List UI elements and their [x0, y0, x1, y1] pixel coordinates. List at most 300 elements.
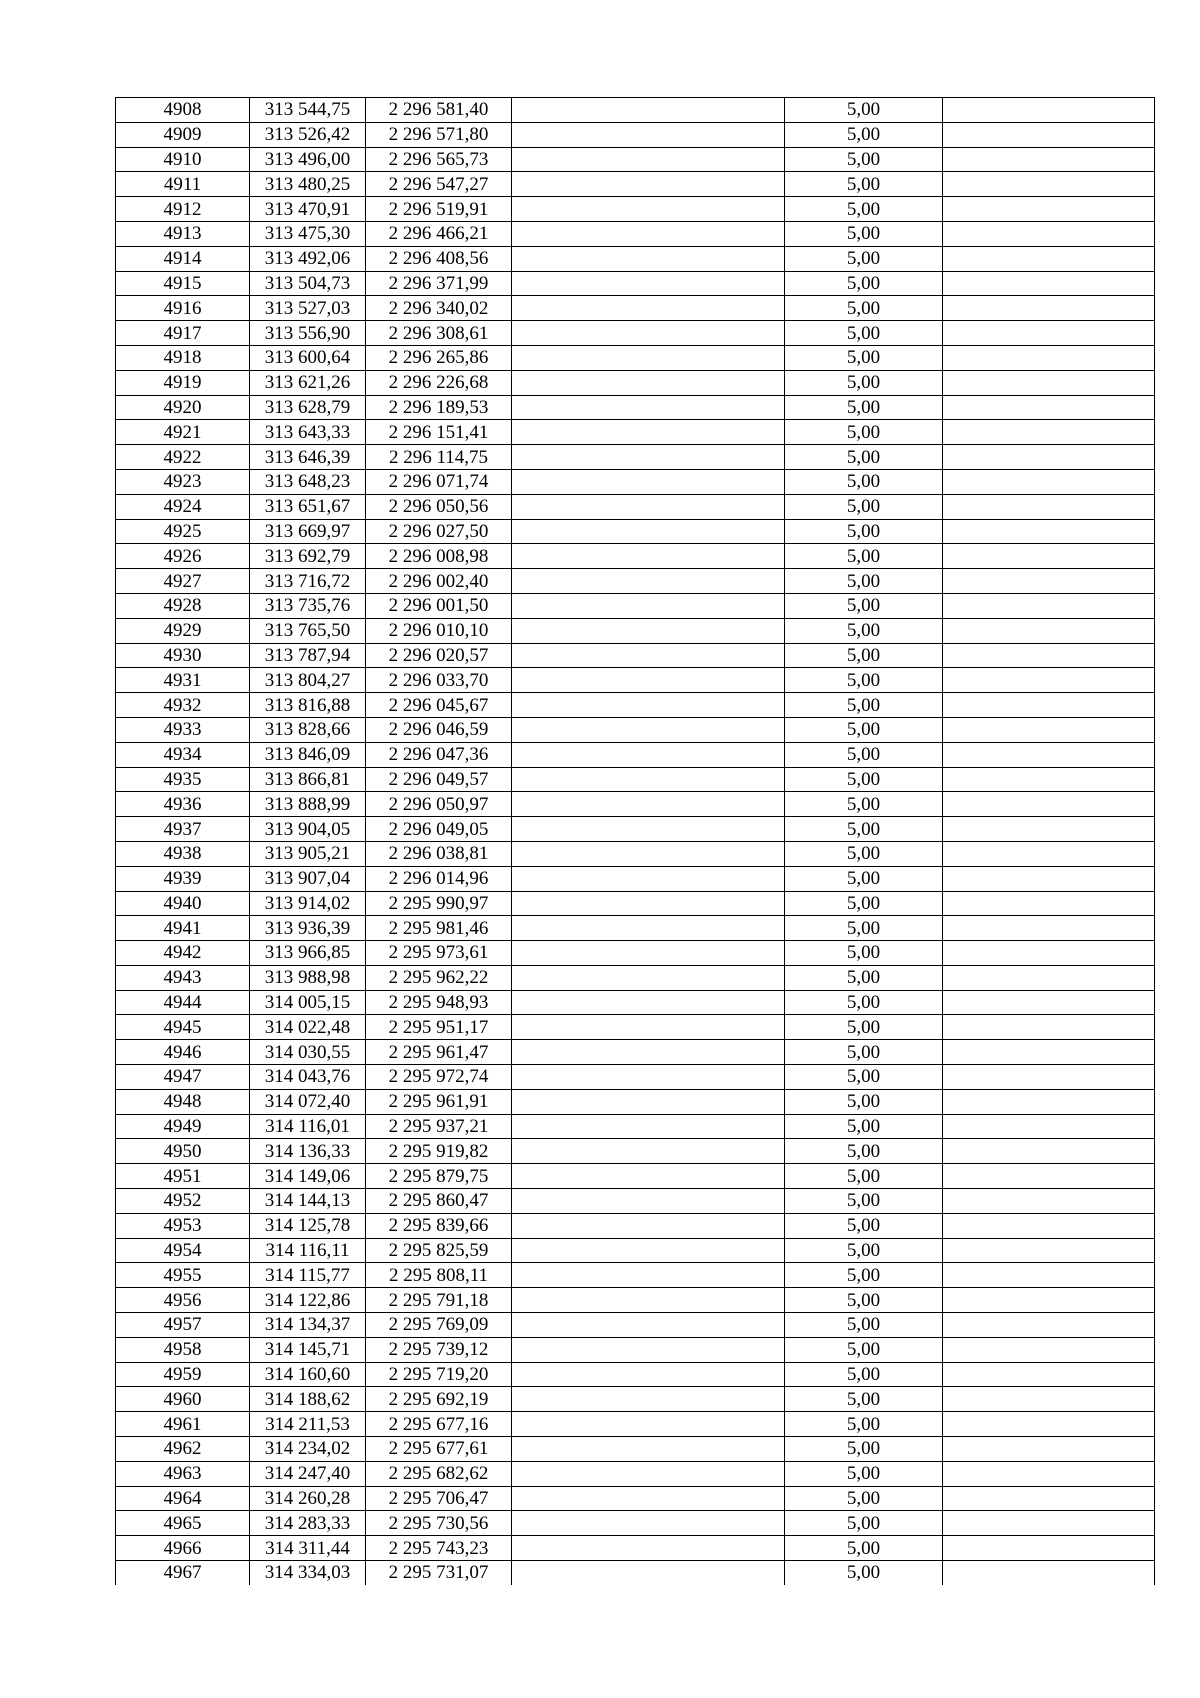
note-cell: [943, 1337, 1155, 1362]
note-cell: [943, 395, 1155, 420]
table-row: [116, 172, 1155, 197]
x-coordinate-cell: 313 556,90: [250, 321, 366, 346]
y-coordinate-cell: 2 295 677,16: [366, 1412, 512, 1437]
x-coordinate-cell: 313 804,27: [250, 668, 366, 693]
point-number-cell: 4944: [116, 990, 250, 1015]
method-cell: [512, 420, 785, 445]
error-cell: 5,00: [785, 1536, 943, 1561]
x-coordinate-cell: 313 888,99: [250, 792, 366, 817]
point-number-cell: 4967: [116, 1561, 250, 1585]
x-coordinate-cell: 314 260,28: [250, 1486, 366, 1511]
x-coordinate-cell: 314 247,40: [250, 1461, 366, 1486]
method-cell: [512, 246, 785, 271]
point-number-cell: 4939: [116, 866, 250, 891]
point-number-cell: 4920: [116, 395, 250, 420]
error-cell: 5,00: [785, 445, 943, 470]
error-cell: 5,00: [785, 593, 943, 618]
point-number-cell: 4937: [116, 817, 250, 842]
error-cell: 5,00: [785, 1362, 943, 1387]
note-cell: [943, 742, 1155, 767]
error-cell: 5,00: [785, 544, 943, 569]
point-number-cell: 4922: [116, 445, 250, 470]
table-row: [116, 841, 1155, 866]
y-coordinate-cell: 2 295 981,46: [366, 916, 512, 941]
table-row: [116, 1164, 1155, 1189]
note-cell: [943, 519, 1155, 544]
note-cell: [943, 693, 1155, 718]
error-cell: 5,00: [785, 618, 943, 643]
y-coordinate-cell: 2 295 973,61: [366, 941, 512, 966]
error-cell: 5,00: [785, 792, 943, 817]
y-coordinate-cell: 2 296 002,40: [366, 569, 512, 594]
x-coordinate-cell: 313 866,81: [250, 767, 366, 792]
x-coordinate-cell: 313 716,72: [250, 569, 366, 594]
y-coordinate-cell: 2 295 730,56: [366, 1511, 512, 1536]
y-coordinate-cell: 2 296 047,36: [366, 742, 512, 767]
point-number-cell: 4954: [116, 1238, 250, 1263]
y-coordinate-cell: 2 296 408,56: [366, 246, 512, 271]
error-cell: 5,00: [785, 321, 943, 346]
method-cell: [512, 321, 785, 346]
error-cell: 5,00: [785, 1486, 943, 1511]
error-cell: 5,00: [785, 569, 943, 594]
point-number-cell: 4963: [116, 1461, 250, 1486]
method-cell: [512, 1238, 785, 1263]
note-cell: [943, 122, 1155, 147]
point-number-cell: 4921: [116, 420, 250, 445]
y-coordinate-cell: 2 295 719,20: [366, 1362, 512, 1387]
y-coordinate-cell: 2 295 731,07: [366, 1561, 512, 1585]
point-number-cell: 4964: [116, 1486, 250, 1511]
y-coordinate-cell: 2 296 466,21: [366, 221, 512, 246]
error-cell: 5,00: [785, 965, 943, 990]
error-cell: 5,00: [785, 420, 943, 445]
method-cell: [512, 1040, 785, 1065]
x-coordinate-cell: 314 334,03: [250, 1561, 366, 1585]
note-cell: [943, 1461, 1155, 1486]
error-cell: 5,00: [785, 370, 943, 395]
table-row: [116, 767, 1155, 792]
table-row: [116, 197, 1155, 222]
table-row: [116, 1561, 1155, 1585]
note-cell: [943, 1412, 1155, 1437]
x-coordinate-cell: 313 504,73: [250, 271, 366, 296]
method-cell: [512, 618, 785, 643]
table-row: [116, 1362, 1155, 1387]
table-row: [116, 1412, 1155, 1437]
point-number-cell: 4925: [116, 519, 250, 544]
note-cell: [943, 593, 1155, 618]
x-coordinate-cell: 313 648,23: [250, 469, 366, 494]
error-cell: 5,00: [785, 1040, 943, 1065]
x-coordinate-cell: 313 914,02: [250, 891, 366, 916]
y-coordinate-cell: 2 296 581,40: [366, 98, 512, 123]
table-row: [116, 1387, 1155, 1412]
point-number-cell: 4948: [116, 1089, 250, 1114]
y-coordinate-cell: 2 295 791,18: [366, 1288, 512, 1313]
error-cell: 5,00: [785, 941, 943, 966]
point-number-cell: 4965: [116, 1511, 250, 1536]
x-coordinate-cell: 313 470,91: [250, 197, 366, 222]
y-coordinate-cell: 2 296 020,57: [366, 643, 512, 668]
method-cell: [512, 296, 785, 321]
note-cell: [943, 1387, 1155, 1412]
note-cell: [943, 1238, 1155, 1263]
table-row: [116, 321, 1155, 346]
y-coordinate-cell: 2 296 045,67: [366, 693, 512, 718]
point-number-cell: 4946: [116, 1040, 250, 1065]
table-row: [116, 147, 1155, 172]
error-cell: 5,00: [785, 1337, 943, 1362]
table-row: [116, 122, 1155, 147]
table-row: [116, 866, 1155, 891]
method-cell: [512, 693, 785, 718]
note-cell: [943, 891, 1155, 916]
error-cell: 5,00: [785, 271, 943, 296]
error-cell: 5,00: [785, 98, 943, 123]
table-row: [116, 990, 1155, 1015]
note-cell: [943, 221, 1155, 246]
note-cell: [943, 296, 1155, 321]
y-coordinate-cell: 2 296 565,73: [366, 147, 512, 172]
error-cell: 5,00: [785, 197, 943, 222]
error-cell: 5,00: [785, 1511, 943, 1536]
x-coordinate-cell: 314 005,15: [250, 990, 366, 1015]
method-cell: [512, 122, 785, 147]
x-coordinate-cell: 313 966,85: [250, 941, 366, 966]
point-number-cell: 4908: [116, 98, 250, 123]
error-cell: 5,00: [785, 395, 943, 420]
note-cell: [943, 1015, 1155, 1040]
point-number-cell: 4958: [116, 1337, 250, 1362]
table-row: [116, 1313, 1155, 1338]
note-cell: [943, 916, 1155, 941]
y-coordinate-cell: 2 295 677,61: [366, 1437, 512, 1462]
note-cell: [943, 1089, 1155, 1114]
point-number-cell: 4909: [116, 122, 250, 147]
point-number-cell: 4913: [116, 221, 250, 246]
method-cell: [512, 172, 785, 197]
x-coordinate-cell: 313 646,39: [250, 445, 366, 470]
x-coordinate-cell: 313 787,94: [250, 643, 366, 668]
y-coordinate-cell: 2 296 265,86: [366, 345, 512, 370]
note-cell: [943, 792, 1155, 817]
x-coordinate-cell: 313 905,21: [250, 841, 366, 866]
x-coordinate-cell: 314 043,76: [250, 1065, 366, 1090]
note-cell: [943, 1189, 1155, 1214]
note-cell: [943, 1362, 1155, 1387]
note-cell: [943, 941, 1155, 966]
table-row: [116, 643, 1155, 668]
note-cell: [943, 1511, 1155, 1536]
table-row: [116, 221, 1155, 246]
point-number-cell: 4918: [116, 345, 250, 370]
table-row: [116, 544, 1155, 569]
point-number-cell: 4945: [116, 1015, 250, 1040]
point-number-cell: 4928: [116, 593, 250, 618]
note-cell: [943, 1164, 1155, 1189]
y-coordinate-cell: 2 295 825,59: [366, 1238, 512, 1263]
x-coordinate-cell: 313 651,67: [250, 494, 366, 519]
error-cell: 5,00: [785, 221, 943, 246]
error-cell: 5,00: [785, 1263, 943, 1288]
method-cell: [512, 1114, 785, 1139]
method-cell: [512, 1213, 785, 1238]
note-cell: [943, 420, 1155, 445]
note-cell: [943, 246, 1155, 271]
error-cell: 5,00: [785, 1164, 943, 1189]
x-coordinate-cell: 314 022,48: [250, 1015, 366, 1040]
point-number-cell: 4914: [116, 246, 250, 271]
note-cell: [943, 717, 1155, 742]
y-coordinate-cell: 2 295 706,47: [366, 1486, 512, 1511]
y-coordinate-cell: 2 296 008,98: [366, 544, 512, 569]
note-cell: [943, 345, 1155, 370]
table-row: [116, 668, 1155, 693]
error-cell: 5,00: [785, 916, 943, 941]
error-cell: 5,00: [785, 296, 943, 321]
note-cell: [943, 469, 1155, 494]
error-cell: 5,00: [785, 1561, 943, 1585]
note-cell: [943, 1040, 1155, 1065]
method-cell: [512, 1263, 785, 1288]
y-coordinate-cell: 2 296 050,56: [366, 494, 512, 519]
method-cell: [512, 668, 785, 693]
point-number-cell: 4940: [116, 891, 250, 916]
note-cell: [943, 271, 1155, 296]
error-cell: 5,00: [785, 469, 943, 494]
point-number-cell: 4962: [116, 1437, 250, 1462]
x-coordinate-cell: 314 160,60: [250, 1362, 366, 1387]
point-number-cell: 4942: [116, 941, 250, 966]
point-number-cell: 4941: [116, 916, 250, 941]
point-number-cell: 4961: [116, 1412, 250, 1437]
method-cell: [512, 1486, 785, 1511]
method-cell: [512, 197, 785, 222]
error-cell: 5,00: [785, 866, 943, 891]
y-coordinate-cell: 2 296 547,27: [366, 172, 512, 197]
method-cell: [512, 891, 785, 916]
y-coordinate-cell: 2 296 049,05: [366, 817, 512, 842]
method-cell: [512, 1561, 785, 1585]
x-coordinate-cell: 313 475,30: [250, 221, 366, 246]
x-coordinate-cell: 314 030,55: [250, 1040, 366, 1065]
y-coordinate-cell: 2 296 050,97: [366, 792, 512, 817]
x-coordinate-cell: 313 904,05: [250, 817, 366, 842]
x-coordinate-cell: 314 144,13: [250, 1189, 366, 1214]
error-cell: 5,00: [785, 1437, 943, 1462]
x-coordinate-cell: 314 116,01: [250, 1114, 366, 1139]
x-coordinate-cell: 314 311,44: [250, 1536, 366, 1561]
method-cell: [512, 717, 785, 742]
y-coordinate-cell: 2 296 340,02: [366, 296, 512, 321]
method-cell: [512, 593, 785, 618]
y-coordinate-cell: 2 295 951,17: [366, 1015, 512, 1040]
x-coordinate-cell: 313 480,25: [250, 172, 366, 197]
table-row: [116, 1040, 1155, 1065]
x-coordinate-cell: 313 492,06: [250, 246, 366, 271]
y-coordinate-cell: 2 296 308,61: [366, 321, 512, 346]
method-cell: [512, 1065, 785, 1090]
table-row: [116, 891, 1155, 916]
y-coordinate-cell: 2 295 990,97: [366, 891, 512, 916]
y-coordinate-cell: 2 296 033,70: [366, 668, 512, 693]
note-cell: [943, 494, 1155, 519]
x-coordinate-cell: 313 527,03: [250, 296, 366, 321]
note-cell: [943, 544, 1155, 569]
table-row: [116, 693, 1155, 718]
table-row: [116, 1065, 1155, 1090]
error-cell: 5,00: [785, 1213, 943, 1238]
method-cell: [512, 866, 785, 891]
point-number-cell: 4955: [116, 1263, 250, 1288]
table-row: [116, 1461, 1155, 1486]
error-cell: 5,00: [785, 494, 943, 519]
error-cell: 5,00: [785, 767, 943, 792]
error-cell: 5,00: [785, 1139, 943, 1164]
y-coordinate-cell: 2 295 743,23: [366, 1536, 512, 1561]
method-cell: [512, 494, 785, 519]
y-coordinate-cell: 2 295 879,75: [366, 1164, 512, 1189]
method-cell: [512, 519, 785, 544]
x-coordinate-cell: 314 234,02: [250, 1437, 366, 1462]
error-cell: 5,00: [785, 817, 943, 842]
x-coordinate-cell: 314 188,62: [250, 1387, 366, 1412]
x-coordinate-cell: 313 544,75: [250, 98, 366, 123]
table-row: [116, 296, 1155, 321]
y-coordinate-cell: 2 295 972,74: [366, 1065, 512, 1090]
x-coordinate-cell: 314 115,77: [250, 1263, 366, 1288]
error-cell: 5,00: [785, 122, 943, 147]
y-coordinate-cell: 2 296 014,96: [366, 866, 512, 891]
table-row: [116, 1288, 1155, 1313]
x-coordinate-cell: 313 988,98: [250, 965, 366, 990]
method-cell: [512, 767, 785, 792]
table-row: [116, 916, 1155, 941]
x-coordinate-cell: 313 936,39: [250, 916, 366, 941]
x-coordinate-cell: 314 116,11: [250, 1238, 366, 1263]
note-cell: [943, 817, 1155, 842]
error-cell: 5,00: [785, 1238, 943, 1263]
table-row: [116, 1089, 1155, 1114]
table-row: [116, 1189, 1155, 1214]
y-coordinate-cell: 2 296 151,41: [366, 420, 512, 445]
y-coordinate-cell: 2 295 948,93: [366, 990, 512, 1015]
point-number-cell: 4932: [116, 693, 250, 718]
x-coordinate-cell: 314 211,53: [250, 1412, 366, 1437]
point-number-cell: 4952: [116, 1189, 250, 1214]
error-cell: 5,00: [785, 1089, 943, 1114]
error-cell: 5,00: [785, 1387, 943, 1412]
point-number-cell: 4956: [116, 1288, 250, 1313]
y-coordinate-cell: 2 295 692,19: [366, 1387, 512, 1412]
point-number-cell: 4957: [116, 1313, 250, 1338]
error-cell: 5,00: [785, 1189, 943, 1214]
note-cell: [943, 1139, 1155, 1164]
y-coordinate-cell: 2 296 071,74: [366, 469, 512, 494]
y-coordinate-cell: 2 295 739,12: [366, 1337, 512, 1362]
point-number-cell: 4936: [116, 792, 250, 817]
x-coordinate-cell: 314 072,40: [250, 1089, 366, 1114]
note-cell: [943, 618, 1155, 643]
point-number-cell: 4917: [116, 321, 250, 346]
note-cell: [943, 668, 1155, 693]
table-row: [116, 1437, 1155, 1462]
table-row: [116, 494, 1155, 519]
method-cell: [512, 469, 785, 494]
method-cell: [512, 1164, 785, 1189]
point-number-cell: 4916: [116, 296, 250, 321]
x-coordinate-cell: 313 621,26: [250, 370, 366, 395]
point-number-cell: 4931: [116, 668, 250, 693]
y-coordinate-cell: 2 296 049,57: [366, 767, 512, 792]
note-cell: [943, 990, 1155, 1015]
error-cell: 5,00: [785, 246, 943, 271]
point-number-cell: 4926: [116, 544, 250, 569]
point-number-cell: 4934: [116, 742, 250, 767]
method-cell: [512, 742, 785, 767]
method-cell: [512, 1015, 785, 1040]
table-row: [116, 246, 1155, 271]
method-cell: [512, 1139, 785, 1164]
note-cell: [943, 172, 1155, 197]
x-coordinate-cell: 313 600,64: [250, 345, 366, 370]
point-number-cell: 4924: [116, 494, 250, 519]
point-number-cell: 4930: [116, 643, 250, 668]
x-coordinate-cell: 314 149,06: [250, 1164, 366, 1189]
y-coordinate-cell: 2 296 001,50: [366, 593, 512, 618]
x-coordinate-cell: 313 628,79: [250, 395, 366, 420]
table-row: [116, 420, 1155, 445]
y-coordinate-cell: 2 295 937,21: [366, 1114, 512, 1139]
note-cell: [943, 1213, 1155, 1238]
error-cell: 5,00: [785, 693, 943, 718]
x-coordinate-cell: 313 907,04: [250, 866, 366, 891]
point-number-cell: 4935: [116, 767, 250, 792]
note-cell: [943, 841, 1155, 866]
note-cell: [943, 98, 1155, 123]
error-cell: 5,00: [785, 643, 943, 668]
y-coordinate-cell: 2 295 839,66: [366, 1213, 512, 1238]
y-coordinate-cell: 2 295 962,22: [366, 965, 512, 990]
method-cell: [512, 792, 785, 817]
y-coordinate-cell: 2 296 226,68: [366, 370, 512, 395]
y-coordinate-cell: 2 296 038,81: [366, 841, 512, 866]
method-cell: [512, 965, 785, 990]
x-coordinate-cell: 313 692,79: [250, 544, 366, 569]
point-number-cell: 4943: [116, 965, 250, 990]
table-row: [116, 1139, 1155, 1164]
note-cell: [943, 1536, 1155, 1561]
y-coordinate-cell: 2 296 189,53: [366, 395, 512, 420]
method-cell: [512, 990, 785, 1015]
point-number-cell: 4927: [116, 569, 250, 594]
error-cell: 5,00: [785, 1114, 943, 1139]
point-number-cell: 4923: [116, 469, 250, 494]
error-cell: 5,00: [785, 345, 943, 370]
x-coordinate-cell: 314 122,86: [250, 1288, 366, 1313]
y-coordinate-cell: 2 295 961,47: [366, 1040, 512, 1065]
y-coordinate-cell: 2 296 010,10: [366, 618, 512, 643]
method-cell: [512, 98, 785, 123]
y-coordinate-cell: 2 296 519,91: [366, 197, 512, 222]
table-row: [116, 1114, 1155, 1139]
method-cell: [512, 445, 785, 470]
note-cell: [943, 767, 1155, 792]
point-number-cell: 4951: [116, 1164, 250, 1189]
table-row: [116, 345, 1155, 370]
point-number-cell: 4910: [116, 147, 250, 172]
